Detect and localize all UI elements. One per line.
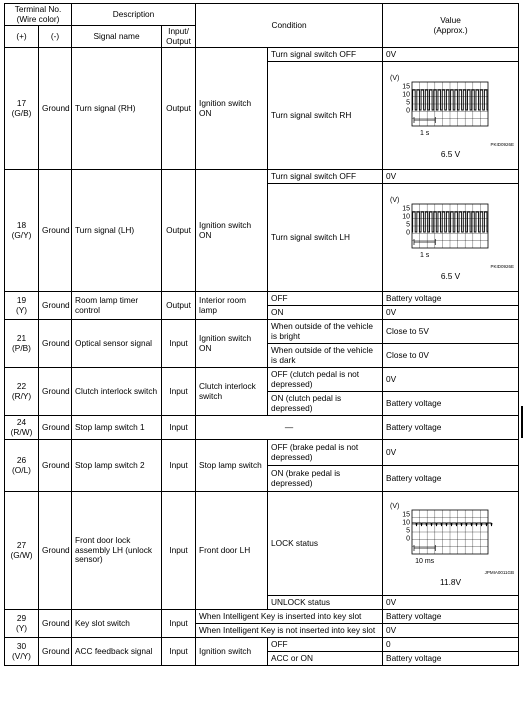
condition-cell: Turn signal switch RH bbox=[268, 62, 383, 170]
wire-color: (R/W) bbox=[10, 426, 33, 437]
terminal-number: 21 bbox=[16, 333, 27, 344]
ground-cell: Ground bbox=[39, 320, 72, 368]
oscilloscope-waveform-s27 bbox=[388, 500, 516, 578]
row-r22 bbox=[5, 368, 519, 392]
condition-cell: ON bbox=[268, 306, 383, 320]
io-cell: Input bbox=[162, 492, 196, 610]
terminal-number: 24 bbox=[16, 417, 27, 428]
value-cell: Battery voltage bbox=[383, 392, 519, 416]
ground-cell: Ground bbox=[39, 170, 72, 292]
ground-cell: Ground bbox=[39, 610, 72, 638]
value-cell: Battery voltage bbox=[383, 652, 519, 666]
signal-name-cell: Optical sensor signal bbox=[72, 320, 162, 368]
value-header bbox=[383, 4, 519, 48]
tick-label: 0 bbox=[406, 535, 411, 543]
tick-label: 15 bbox=[402, 83, 411, 91]
io-cell: Input bbox=[162, 440, 196, 492]
condition-cell: When Intelligent Key is not inserted into key slot bbox=[196, 624, 383, 638]
row-r24 bbox=[5, 416, 519, 440]
tick-label: 10 bbox=[402, 91, 411, 99]
value-cell: Close to 0V bbox=[383, 344, 519, 368]
row-r19 bbox=[5, 292, 519, 306]
value-cell: 0V bbox=[383, 596, 519, 610]
wire-color: (O/L) bbox=[12, 464, 31, 475]
wire-color: (G/Y) bbox=[11, 229, 32, 240]
tick-label: 0 bbox=[406, 107, 411, 115]
approx-label: (Approx.) bbox=[433, 24, 468, 35]
waveform-value: 6.5 V bbox=[440, 270, 461, 281]
value-cell: 0 bbox=[383, 638, 519, 652]
terminal-header bbox=[5, 4, 72, 26]
terminal-cell bbox=[5, 292, 39, 320]
condition-header: Condition bbox=[196, 4, 383, 48]
condition-cell: ACC or ON bbox=[268, 652, 383, 666]
value-cell: Battery voltage bbox=[383, 416, 519, 440]
condition-cell: OFF (clutch pedal is not depressed) bbox=[268, 368, 383, 392]
plus-header: (+) bbox=[5, 26, 39, 48]
io-cell: Output bbox=[162, 48, 196, 170]
condition-cell: OFF bbox=[268, 638, 383, 652]
signal-name-cell: Front door lock assembly LH (unlock sensor) bbox=[72, 492, 162, 610]
terminal-cell bbox=[5, 416, 39, 440]
waveform-trace bbox=[412, 523, 492, 526]
value-cell bbox=[383, 184, 519, 292]
io-cell: Input bbox=[162, 610, 196, 638]
terminal-number: 18 bbox=[16, 220, 27, 231]
wire-color: (V/Y) bbox=[12, 650, 31, 661]
row-r21 bbox=[5, 320, 519, 344]
ground-cell: Ground bbox=[39, 48, 72, 170]
terminal-number: 19 bbox=[16, 295, 27, 306]
condition-cell: When outside of the vehicle is bright bbox=[268, 320, 383, 344]
input-output-header: Input/ Output bbox=[162, 26, 196, 48]
value-cell: 0V bbox=[383, 368, 519, 392]
signal-name-header: Signal name bbox=[72, 26, 162, 48]
condition-cell: ON (brake pedal is depressed) bbox=[268, 466, 383, 492]
value-cell: 0V bbox=[383, 48, 519, 62]
tick-label: 10 bbox=[402, 519, 411, 527]
io-cell: Output bbox=[162, 292, 196, 320]
condition-main-cell: Ignition switch ON bbox=[196, 48, 268, 170]
condition-cell: ON (clutch pedal is depressed) bbox=[268, 392, 383, 416]
wire-color: (P/B) bbox=[12, 342, 31, 353]
tick-label: 15 bbox=[402, 205, 411, 213]
signal-name-cell: Room lamp timer control bbox=[72, 292, 162, 320]
tick-label: 15 bbox=[402, 511, 411, 519]
time-scale-label: 1 s bbox=[419, 129, 430, 137]
oscilloscope-waveform-s18 bbox=[388, 194, 516, 272]
row-r27 bbox=[5, 492, 519, 596]
value-label: Value bbox=[440, 15, 461, 26]
tick-label: 10 bbox=[402, 213, 411, 221]
waveform-value: 6.5 V bbox=[440, 148, 461, 159]
condition-cell: When outside of the vehicle is dark bbox=[268, 344, 383, 368]
value-cell: 0V bbox=[383, 440, 519, 466]
wire-color: (G/W) bbox=[10, 549, 33, 560]
terminal-number: 22 bbox=[16, 381, 27, 392]
condition-cell: Turn signal switch OFF bbox=[268, 170, 383, 184]
terminal-cell bbox=[5, 320, 39, 368]
time-scale-label: 1 s bbox=[419, 251, 430, 259]
figure-code: JPMIA0011GB bbox=[484, 569, 515, 575]
tick-label: 5 bbox=[406, 221, 411, 229]
value-cell: Close to 5V bbox=[383, 320, 519, 344]
terminal-number: 30 bbox=[16, 641, 27, 652]
value-cell: 0V bbox=[383, 170, 519, 184]
wire-color: (Y) bbox=[15, 304, 28, 315]
minus-header: (-) bbox=[39, 26, 72, 48]
condition-cell: OFF bbox=[268, 292, 383, 306]
signal-name-cell: Clutch interlock switch bbox=[72, 368, 162, 416]
signal-name-cell: Key slot switch bbox=[72, 610, 162, 638]
condition-cell: OFF (brake pedal is not depressed) bbox=[268, 440, 383, 466]
ground-cell: Ground bbox=[39, 638, 72, 666]
ground-cell: Ground bbox=[39, 492, 72, 610]
condition-cell: LOCK status bbox=[268, 492, 383, 596]
terminal-number: 27 bbox=[16, 540, 27, 551]
terminal-cell bbox=[5, 638, 39, 666]
terminal-number: 26 bbox=[16, 455, 27, 466]
io-cell: Input bbox=[162, 638, 196, 666]
header-row bbox=[5, 4, 519, 26]
value-cell: Battery voltage bbox=[383, 610, 519, 624]
row-r29 bbox=[5, 610, 519, 624]
tick-label: 5 bbox=[406, 527, 411, 535]
row-r18 bbox=[5, 170, 519, 184]
value-cell: Battery voltage bbox=[383, 292, 519, 306]
row-r30 bbox=[5, 638, 519, 652]
unit-label: (V) bbox=[390, 502, 400, 510]
condition-cell: Turn signal switch OFF bbox=[268, 48, 383, 62]
io-cell: Input bbox=[162, 368, 196, 416]
tick-label: 5 bbox=[406, 99, 411, 107]
condition-main-cell: Front door LH bbox=[196, 492, 268, 610]
waveform-value: 11.8V bbox=[439, 576, 462, 587]
unit-label: (V) bbox=[390, 74, 400, 82]
condition-cell: Turn signal switch LH bbox=[268, 184, 383, 292]
ground-cell: Ground bbox=[39, 292, 72, 320]
terminal-cell bbox=[5, 368, 39, 416]
description-header: Description bbox=[72, 4, 196, 26]
ground-cell: Ground bbox=[39, 416, 72, 440]
value-cell bbox=[383, 62, 519, 170]
terminal-cell bbox=[5, 170, 39, 292]
io-cell: Input bbox=[162, 320, 196, 368]
condition-cell: When Intelligent Key is inserted into key slot bbox=[196, 610, 383, 624]
terminal-number: 29 bbox=[16, 613, 27, 624]
condition-main-cell: Interior room lamp bbox=[196, 292, 268, 320]
page-edge-mark bbox=[521, 406, 523, 438]
signal-name-cell: ACC feedback signal bbox=[72, 638, 162, 666]
condition-main-cell: Ignition switch ON bbox=[196, 320, 268, 368]
terminal-cell bbox=[5, 492, 39, 610]
io-cell: Input bbox=[162, 416, 196, 440]
condition-cell: — bbox=[196, 416, 383, 440]
wire-color: (Y) bbox=[15, 622, 28, 633]
wire-color: (R/Y) bbox=[11, 390, 32, 401]
wire-color: (G/B) bbox=[11, 107, 32, 118]
io-cell: Output bbox=[162, 170, 196, 292]
value-cell: Battery voltage bbox=[383, 466, 519, 492]
condition-main-cell: Ignition switch ON bbox=[196, 170, 268, 292]
unit-label: (V) bbox=[390, 196, 400, 204]
signal-name-cell: Turn signal (RH) bbox=[72, 48, 162, 170]
signal-name-cell: Turn signal (LH) bbox=[72, 170, 162, 292]
signal-name-cell: Stop lamp switch 1 bbox=[72, 416, 162, 440]
signal-name-cell: Stop lamp switch 2 bbox=[72, 440, 162, 492]
tick-label: 0 bbox=[406, 229, 411, 237]
terminal-cell bbox=[5, 440, 39, 492]
wire-color-label: (Wire color) bbox=[16, 13, 60, 24]
row-r26 bbox=[5, 440, 519, 466]
value-cell: 0V bbox=[383, 306, 519, 320]
terminal-spec-table bbox=[4, 3, 519, 666]
condition-main-cell: Stop lamp switch bbox=[196, 440, 268, 492]
ground-cell: Ground bbox=[39, 440, 72, 492]
row-r17 bbox=[5, 48, 519, 62]
condition-main-cell: Clutch interlock switch bbox=[196, 368, 268, 416]
condition-main-cell: Ignition switch bbox=[196, 638, 268, 666]
figure-code: PKID0926E bbox=[490, 141, 515, 147]
time-scale-label: 10 ms bbox=[415, 557, 435, 565]
terminal-no-label: Terminal No. bbox=[14, 4, 62, 14]
ground-cell: Ground bbox=[39, 368, 72, 416]
terminal-number: 17 bbox=[16, 98, 27, 109]
figure-code: PKID0926E bbox=[490, 263, 515, 269]
value-cell: 0V bbox=[383, 624, 519, 638]
value-cell bbox=[383, 492, 519, 596]
oscilloscope-waveform-s17 bbox=[388, 72, 516, 150]
terminal-cell bbox=[5, 48, 39, 170]
terminal-cell bbox=[5, 610, 39, 638]
condition-cell: UNLOCK status bbox=[268, 596, 383, 610]
